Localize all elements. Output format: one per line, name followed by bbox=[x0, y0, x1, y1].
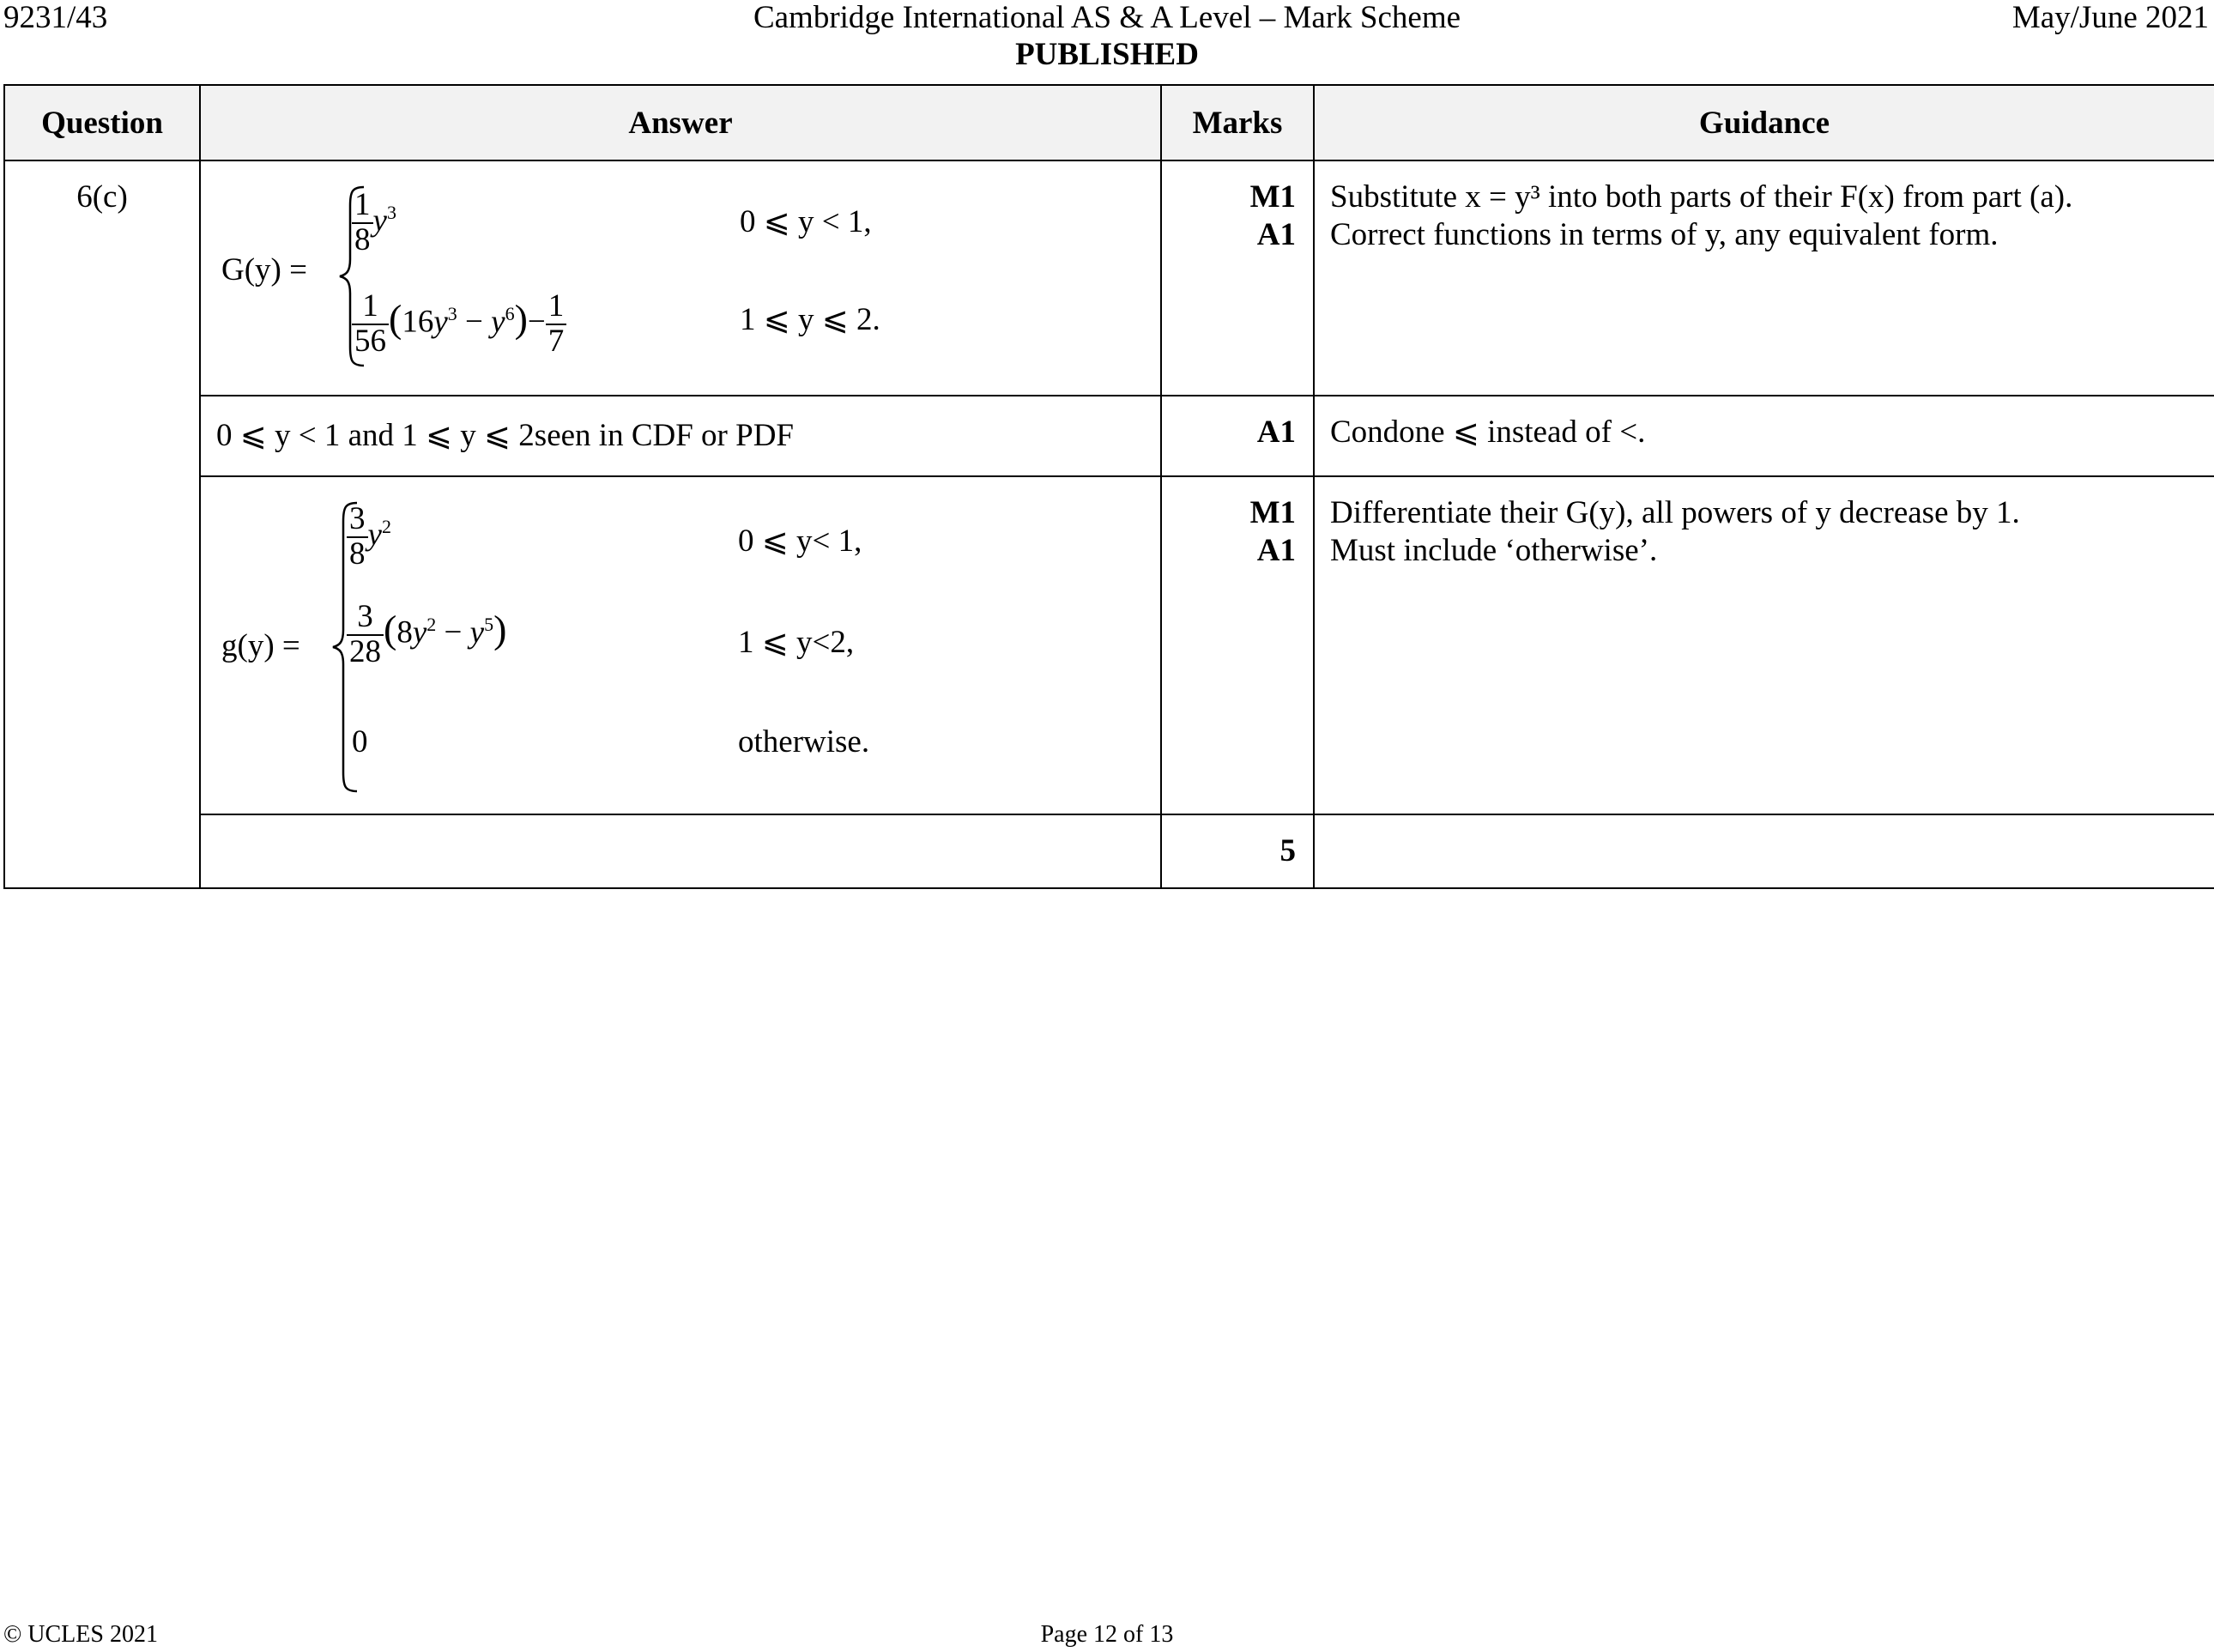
question-number: 6(c) bbox=[4, 160, 200, 888]
table-row bbox=[4, 396, 2214, 476]
cdf-case-1-condition: 0 ⩽ y < 1, bbox=[740, 204, 872, 239]
mark-label: A1 bbox=[1256, 217, 1296, 253]
marks-cell bbox=[1161, 160, 1314, 396]
cdf-case-2-condition: 1 ⩽ y ⩽ 2. bbox=[740, 302, 880, 337]
cdf-case-2-expr: $\frac{1}{56}$ $(16y^3 - y^6)-$ $\frac{1}{7}$ bbox=[352, 290, 566, 359]
table-row bbox=[4, 814, 2214, 888]
total-marks: 5 bbox=[1161, 814, 1314, 888]
column-header-guidance: Guidance bbox=[1314, 85, 2214, 160]
pdf-case-2-condition: 1 ⩽ y<2, bbox=[738, 625, 855, 660]
answer-ranges bbox=[200, 396, 1161, 476]
page-number: Page 12 of 13 bbox=[1040, 1621, 1174, 1648]
mark-label: A1 bbox=[1256, 415, 1296, 450]
guidance-line: Differentiate their G(y), all powers of y decrease by 1. bbox=[1330, 495, 2020, 530]
guidance-cell bbox=[1314, 160, 2214, 396]
guidance-cell bbox=[1314, 396, 2214, 476]
guidance-line: Condone ⩽ instead of <. bbox=[1330, 415, 1646, 450]
pdf-case-2-expr: $\frac{3}{28}$ $(8y^2 - y^5)$ bbox=[347, 601, 506, 669]
guidance-line: Substitute x = y³ into both parts of their F(x) from part (a). bbox=[1330, 179, 2073, 215]
column-header-marks: Marks bbox=[1161, 85, 1314, 160]
guidance-cell-empty bbox=[1314, 814, 2214, 888]
pdf-case-3-expr: 0 bbox=[352, 724, 368, 759]
copyright: © UCLES 2021 bbox=[3, 1621, 158, 1648]
cdf-lhs: G(y) = bbox=[221, 252, 307, 287]
guidance-line: Must include ‘otherwise’. bbox=[1330, 533, 1658, 569]
table-header-row bbox=[4, 85, 2214, 160]
guidance-line: Correct functions in terms of y, any equivalent form. bbox=[1330, 217, 1999, 253]
pdf-case-1-condition: 0 ⩽ y< 1, bbox=[738, 523, 862, 559]
mark-label: M1 bbox=[1249, 495, 1296, 530]
table-row bbox=[4, 476, 2214, 814]
cdf-case-1-expr: $\frac{1}{8}$ $y^3$ bbox=[352, 189, 396, 257]
ranges-text: 0 ⩽ y < 1 and 1 ⩽ y ⩽ 2seen in CDF or PDF bbox=[216, 418, 794, 453]
column-header-answer: Answer bbox=[200, 85, 1161, 160]
marks-cell bbox=[1161, 476, 1314, 814]
answer-pdf bbox=[200, 476, 1161, 814]
column-header-question: Question bbox=[4, 85, 200, 160]
page-title: Cambridge International AS & A Level – Mark Scheme bbox=[753, 0, 1461, 35]
guidance-cell bbox=[1314, 476, 2214, 814]
published-label: PUBLISHED bbox=[1015, 36, 1199, 72]
exam-session: May/June 2021 bbox=[2011, 0, 2209, 35]
marks-cell bbox=[1161, 396, 1314, 476]
mark-label: M1 bbox=[1249, 179, 1296, 215]
page-title-block bbox=[0, 0, 2214, 73]
answer-cell-empty bbox=[200, 814, 1161, 888]
paper-code: 9231/43 bbox=[3, 0, 108, 35]
pdf-case-1-expr: $\frac{3}{8}$ $y^2$ bbox=[347, 503, 391, 572]
pdf-case-3-condition: otherwise. bbox=[738, 724, 870, 759]
pdf-lhs: g(y) = bbox=[221, 628, 300, 663]
mark-label: A1 bbox=[1256, 533, 1296, 569]
mark-scheme-table bbox=[3, 84, 2214, 889]
table-row bbox=[4, 160, 2214, 396]
answer-cdf bbox=[200, 160, 1161, 396]
